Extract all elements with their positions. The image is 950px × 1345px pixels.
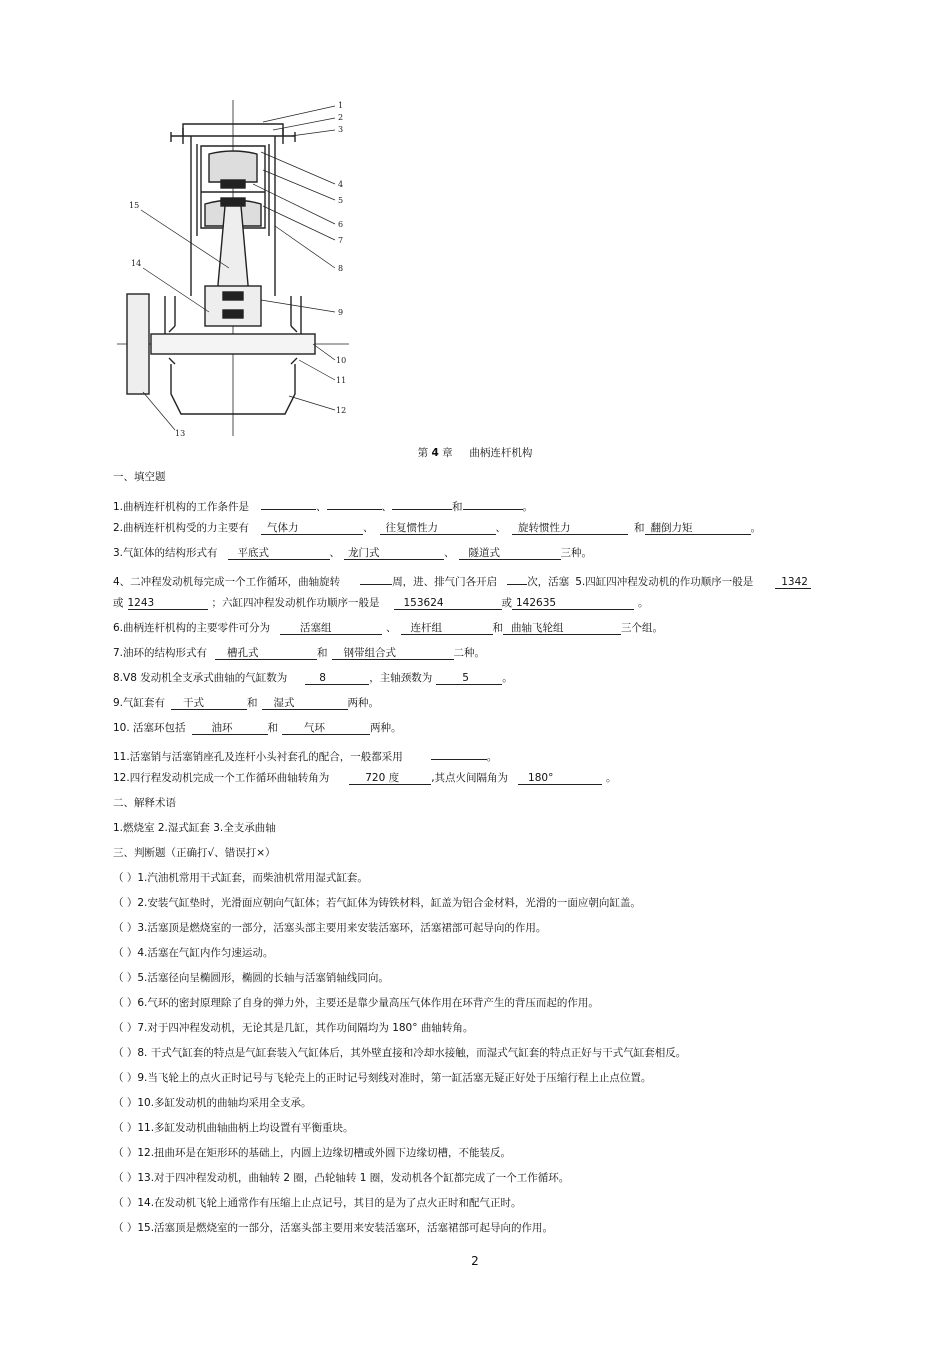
judge-item-12: （ ）12.扭曲环是在矩形环的基础上，内圆上边缘切槽或外圆下边缘切槽，不能装反。	[113, 1147, 512, 1159]
question-12: 12.四行程发动机完成一个工作循环曲轴转角为 720 度 ,其点火间隔角为 180° 。	[113, 772, 617, 784]
judge-item-13: （ ）13.对于四冲程发动机，曲轴转 2 圈，凸轮轴转 1 圈，发动机各个缸都完成了一个工作循环。	[113, 1172, 570, 1184]
fig-label-3: 3	[338, 125, 344, 134]
page-number: 2	[471, 1254, 479, 1268]
question-3: 3.气缸体的结构形式有 平底式 、 龙门式 、 隧道式 三种。	[113, 547, 593, 559]
question-1: 1.曲柄连杆机构的工作条件是 、 、 和 。	[113, 496, 533, 514]
fig-label-2: 2	[338, 113, 344, 122]
crank-mechanism-figure	[113, 96, 353, 441]
judge-item-1: （ ）1.汽油机常用干式缸套，而柴油机常用湿式缸套。	[113, 872, 368, 884]
section-heading-terms: 二、解释术语	[113, 797, 176, 809]
question-9: 9.气缸套有 干式 和 湿式 两种。	[113, 697, 380, 709]
question-7: 7.油环的结构形式有 槽孔式 和 钢带组合式 二种。	[113, 647, 486, 659]
question-11: 11.活塞销与活塞销座孔及连杆小头衬套孔的配合，一般都采用 。	[113, 746, 497, 764]
fig-label-15: 15	[129, 201, 140, 210]
fig-label-1: 1	[338, 101, 344, 110]
chapter-title: 第 4 章 曲柄连杆机构	[417, 447, 533, 459]
section-heading-fill: 一、填空题	[113, 471, 166, 483]
fig-label-9: 9	[338, 308, 344, 317]
question-6: 6.曲柄连杆机构的主要零件可分为 活塞组 、 连杆组 和 曲轴飞轮组 三个组。	[113, 622, 664, 634]
judge-item-7: （ ）7.对于四冲程发动机，无论其是几缸，其作功间隔均为 180° 曲轴转角。	[113, 1022, 474, 1034]
fig-label-5: 5	[338, 196, 344, 205]
fig-label-10: 10	[336, 356, 347, 365]
question-5-cont: 或 1243 ；六缸四冲程发动机作功顺序一般是 153624 或 142635 。	[113, 597, 649, 609]
terms-list: 1.燃烧室 2.湿式缸套 3.全支承曲轴	[113, 822, 276, 834]
section-heading-judge: 三、判断题（正确打√、错误打×）	[113, 847, 276, 859]
question-8: 8.V8 发动机全支承式曲轴的气缸数为 8 ，主轴颈数为 5 。	[113, 672, 513, 684]
judge-item-5: （ ）5.活塞径向呈椭圆形，椭圆的长轴与活塞销轴线同向。	[113, 972, 389, 984]
judge-item-11: （ ）11.多缸发动机曲轴曲柄上均设置有平衡重块。	[113, 1122, 354, 1134]
fig-label-12: 12	[336, 406, 347, 415]
judge-item-14: （ ）14.在发动机飞轮上通常作有压缩上止点记号，其目的是为了点火正时和配气正时。	[113, 1197, 522, 1209]
question-4: 4、二冲程发动机每完成一个工作循环，曲轴旋转 周，进、排气门各开启 次，活塞 5.四缸四冲程发动机的作功顺序一般是 1342	[113, 571, 811, 589]
fig-label-6: 6	[338, 220, 344, 229]
judge-item-3: （ ）3.活塞顶是燃烧室的一部分，活塞头部主要用来安装活塞环，活塞裙部可起导向的作用。	[113, 922, 547, 934]
fig-label-8: 8	[338, 264, 344, 273]
fig-label-7: 7	[338, 236, 344, 245]
judge-item-15: （ ）15.活塞顶是燃烧室的一部分，活塞头部主要用来安装活塞环，活塞裙部可起导向的作用。	[113, 1222, 554, 1234]
judge-item-8: （ ）8. 干式气缸套的特点是气缸套装入气缸体后，其外壁直接和冷却水接触，而湿式气缸套的特点正好与干式气缸套相反。	[113, 1047, 687, 1059]
fig-label-14: 14	[131, 259, 142, 268]
fig-label-4: 4	[338, 180, 344, 189]
question-10: 10. 活塞环包括 油环 和 气环 两种。	[113, 722, 402, 734]
judge-item-6: （ ）6.气环的密封原理除了自身的弹力外，主要还是靠少量高压气体作用在环背产生的背压而起的作用。	[113, 997, 599, 1009]
judge-item-2: （ ）2.安装气缸垫时，光滑面应朝向气缸体；若气缸体为铸铁材料，缸盖为铝合金材料，光滑的一面应朝向缸盖。	[113, 897, 641, 909]
fig-label-13: 13	[175, 429, 186, 438]
judge-item-10: （ ）10.多缸发动机的曲轴均采用全支承。	[113, 1097, 312, 1109]
judge-item-9: （ ）9.当飞轮上的点火正时记号与飞轮壳上的正时记号刻线对准时，第一缸活塞无疑正好处于压缩行程上止点位置。	[113, 1072, 652, 1084]
fig-label-11: 11	[336, 376, 347, 385]
question-2: 2.曲柄连杆机构受的力主要有 气体力 、 往复惯性力 、 旋转惯性力 和 翻倒力矩 。	[113, 522, 762, 534]
judge-item-4: （ ）4.活塞在气缸内作匀速运动。	[113, 947, 274, 959]
